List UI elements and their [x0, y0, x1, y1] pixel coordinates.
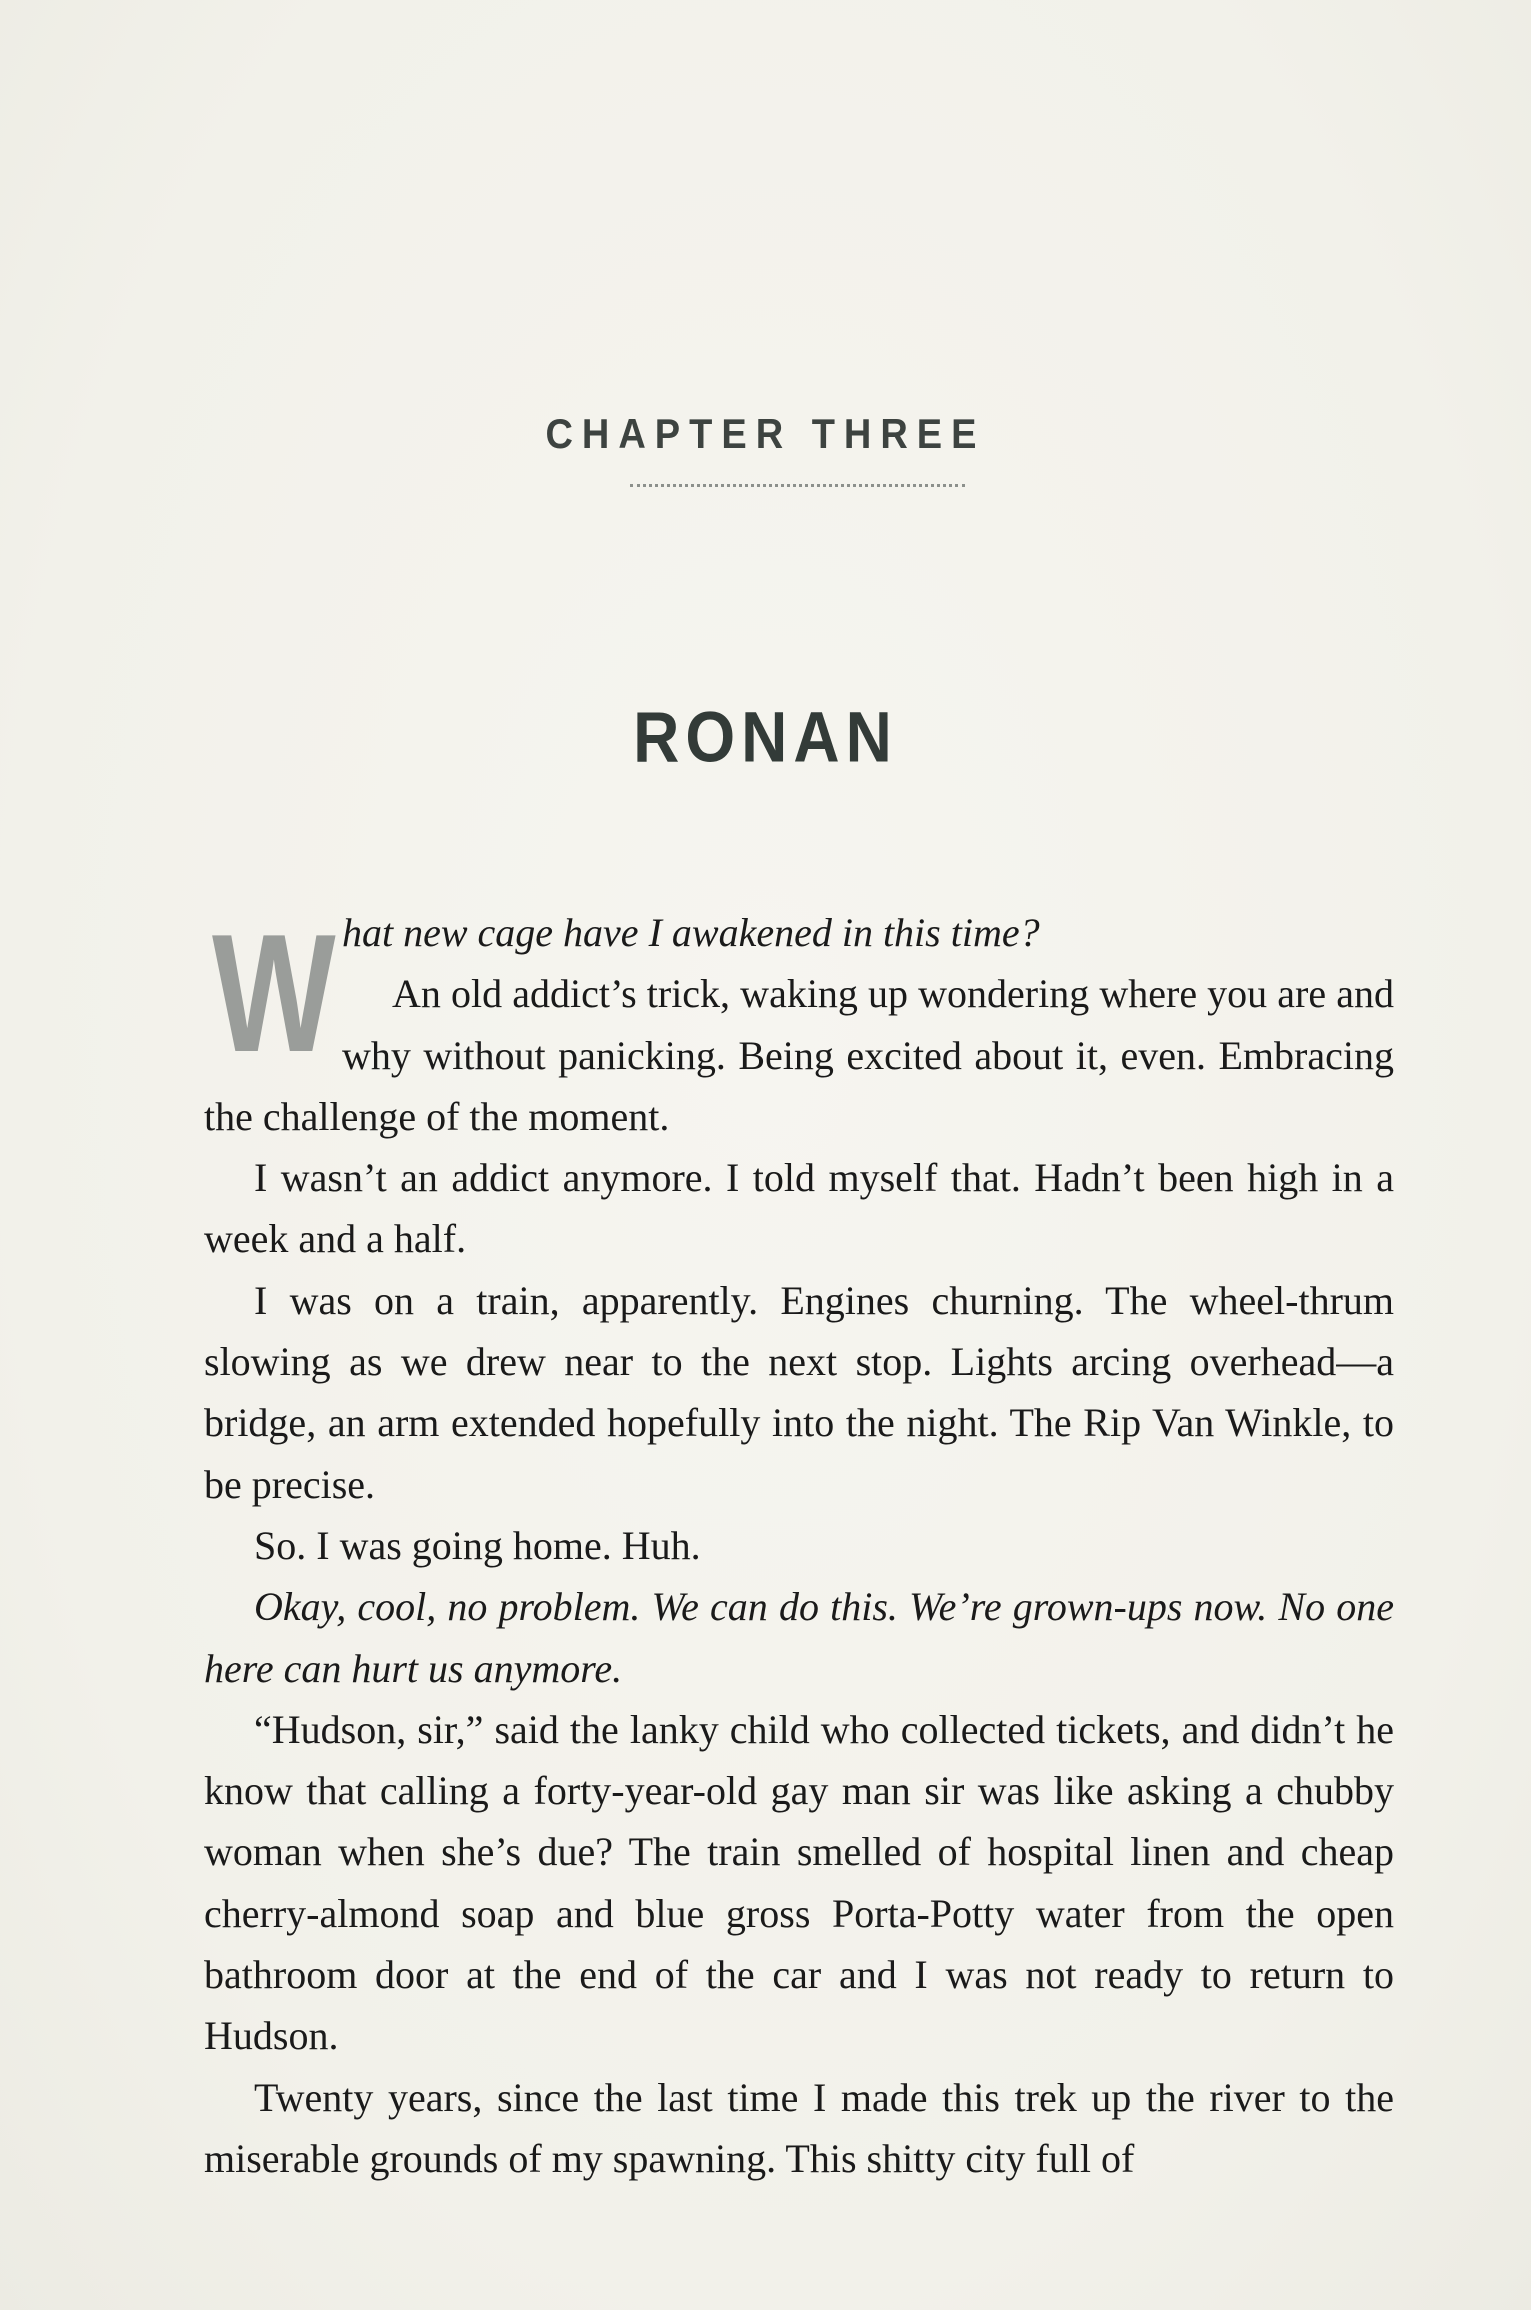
drop-cap: W — [212, 899, 336, 1087]
paragraph: “Hudson, sir,” said the lanky child who collected tickets, and didn’t he know that calling a forty-year-old gay man sir was like asking a chubby woman when she’s due? The train smelled of hospital linen and cheap cherry-almond soap and blue gross Porta-Potty water from the open bathroom door at the end of the car and I was not ready to return to Hudson. — [204, 1706, 1394, 2059]
chapter-divider — [630, 484, 965, 487]
paragraph — [204, 1576, 1394, 1699]
paragraph: I wasn’t an addict anymore. I told myself that. Hadn’t been high in a week and a half. — [204, 1155, 1394, 1262]
paragraph-italic-text: Okay, cool, no problem. We can do this. We’re grown-ups now. No one here can hurt us anymore. — [204, 1584, 1394, 1691]
paragraph: Twenty years, since the last time I made this trek up the river to the miserable grounds of my spawning. This shitty city full of — [204, 2074, 1394, 2181]
chapter-title: RONAN — [633, 696, 898, 778]
chapter-label: CHAPTER THREE — [545, 411, 986, 459]
paragraph: So. I was going home. Huh. — [254, 1522, 701, 1568]
paragraph: An old addict’s trick, waking up wondering where you are and why without panicking. Being excited about it, even. Embracing the challenge of the moment. — [204, 971, 1394, 1139]
body-text — [204, 899, 1394, 2189]
paragraph: I was on a train, apparently. Engines churning. The wheel-thrum slowing as we drew near to the next stop. Lights arcing overhead—a bridge, an arm extended hopefully into the night. The Rip Van Winkle, to be precise. — [204, 1277, 1394, 1507]
paragraph-italic-text: hat new cage have I awakened in this time? — [342, 910, 1040, 955]
